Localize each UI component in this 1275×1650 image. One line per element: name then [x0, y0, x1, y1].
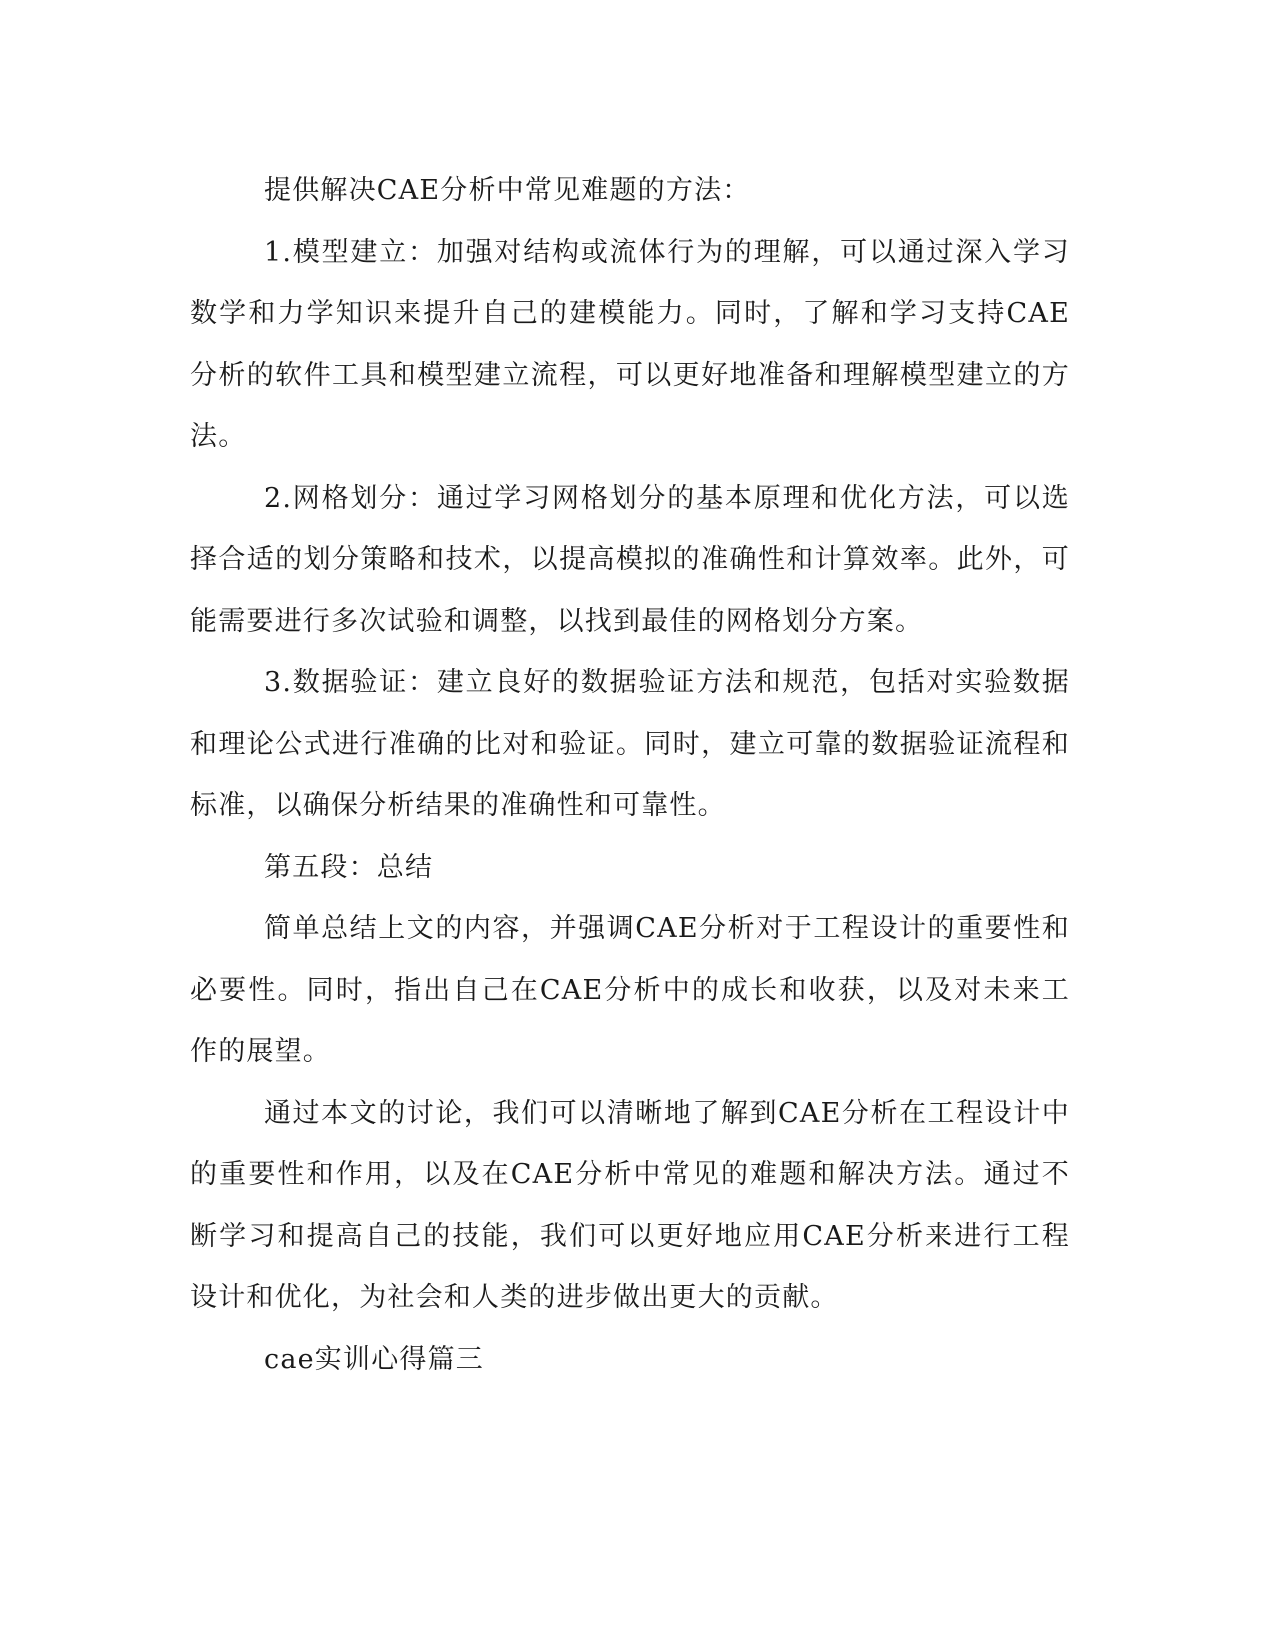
paragraph-meshing: 2.网格划分：通过学习网格划分的基本原理和优化方法，可以选择合适的划分策略和技术，以提高模拟的准确性和计算效率。此外，可能需要进行多次试验和调整，以找到最佳的网格划分方案。: [190, 482, 1070, 637]
paragraph-summary: 简单总结上文的内容，并强调CAE分析对于工程设计的重要性和必要性。同时，指出自己在CAE分析中的成长和收获，以及对未来工作的展望。: [190, 913, 1070, 1067]
paragraph-data-validation: 3.数据验证：建立良好的数据验证方法和规范，包括对实验数据和理论公式进行准确的比对和验证。同时，建立可靠的数据验证流程和标准，以确保分析结果的准确性和可靠性。: [190, 667, 1070, 821]
paragraph-model-building: 1.模型建立：加强对结构或流体行为的理解，可以通过深入学习数学和力学知识来提升自己的建模能力。同时，了解和学习支持CAE分析的软件工具和模型建立流程，可以更好地准备和理解模型建立的方法。: [190, 236, 1070, 452]
section-heading-part-three: cae实训心得篇三: [264, 1343, 484, 1375]
paragraph-intro: 提供解决CAE分析中常见难题的方法：: [264, 175, 751, 206]
paragraph-conclusion: 通过本文的讨论，我们可以清晰地了解到CAE分析在工程设计中的重要性和作用，以及在CAE分析中常见的难题和解决方法。通过不断学习和提高自己的技能，我们可以更好地应用CAE分析来进行工程设计和优化，为社会和人类的进步做出更大的贡献。: [190, 1097, 1070, 1313]
section-heading-summary: 第五段：总结: [264, 851, 434, 883]
body-text: [190, 160, 1070, 1390]
